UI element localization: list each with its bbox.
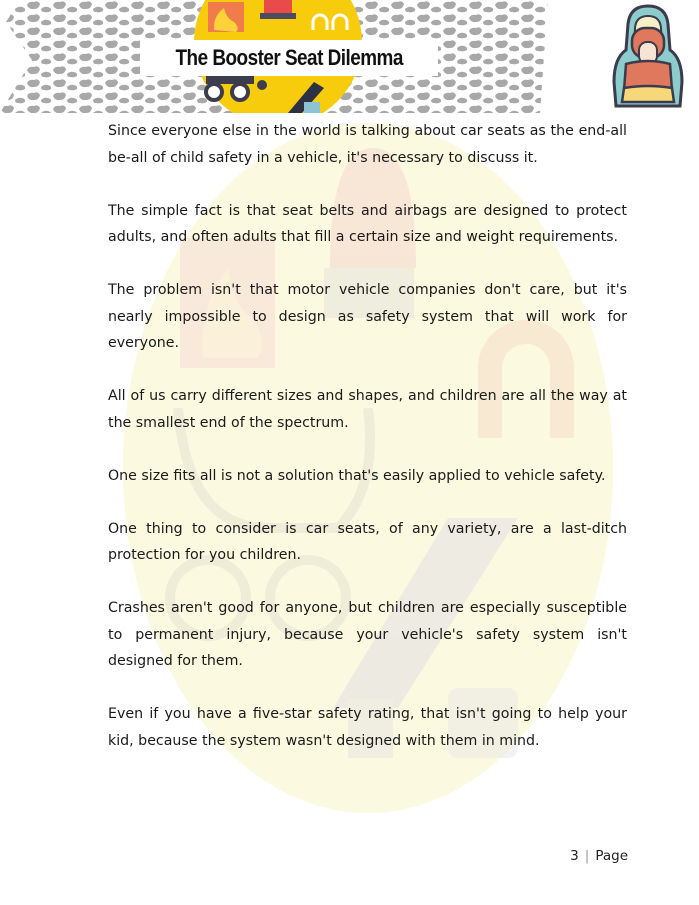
paragraph: The problem isn't that motor vehicle companies don't care, but it's nearly impossible to design as safety system that will work for everyone. (108, 282, 627, 351)
paragraph: All of us carry different sizes and shapes, and children are all the way at the smallest end of the spectrum. (108, 388, 627, 431)
paragraph: Since everyone else in the world is talking about car seats as the end-all be-all of child safety in a vehicle, it's necessary to discuss it. (108, 123, 627, 166)
paragraph: Crashes aren't good for anyone, but children are especially susceptible to permanent injury, because your vehicle's safety system isn't designed for them. (108, 600, 627, 669)
siren-icon (260, 0, 296, 19)
paragraph: One size fits all is not a solution that's easily applied to vehicle safety. (108, 467, 606, 484)
page-label: Page (595, 848, 628, 864)
child-seat-logo-icon (608, 2, 688, 110)
page-title: The Booster Seat Dilemma (175, 45, 403, 70)
title-box (140, 40, 438, 76)
fire-icon (208, 2, 244, 32)
page-footer (570, 848, 628, 864)
body-text (108, 118, 627, 781)
paragraph: One thing to consider is car seats, of any variety, are a last-ditch protection for you children. (108, 520, 627, 563)
footer-separator: | (584, 848, 590, 864)
page-number: 3 (570, 848, 579, 864)
paragraph: Even if you have a five-star safety rating, that isn't going to help your kid, because the system wasn't designed with them in mind. (108, 706, 627, 749)
paragraph: The simple fact is that seat belts and airbags are designed to protect adults, and often adults that fill a certain size and weight requirements. (108, 202, 627, 245)
